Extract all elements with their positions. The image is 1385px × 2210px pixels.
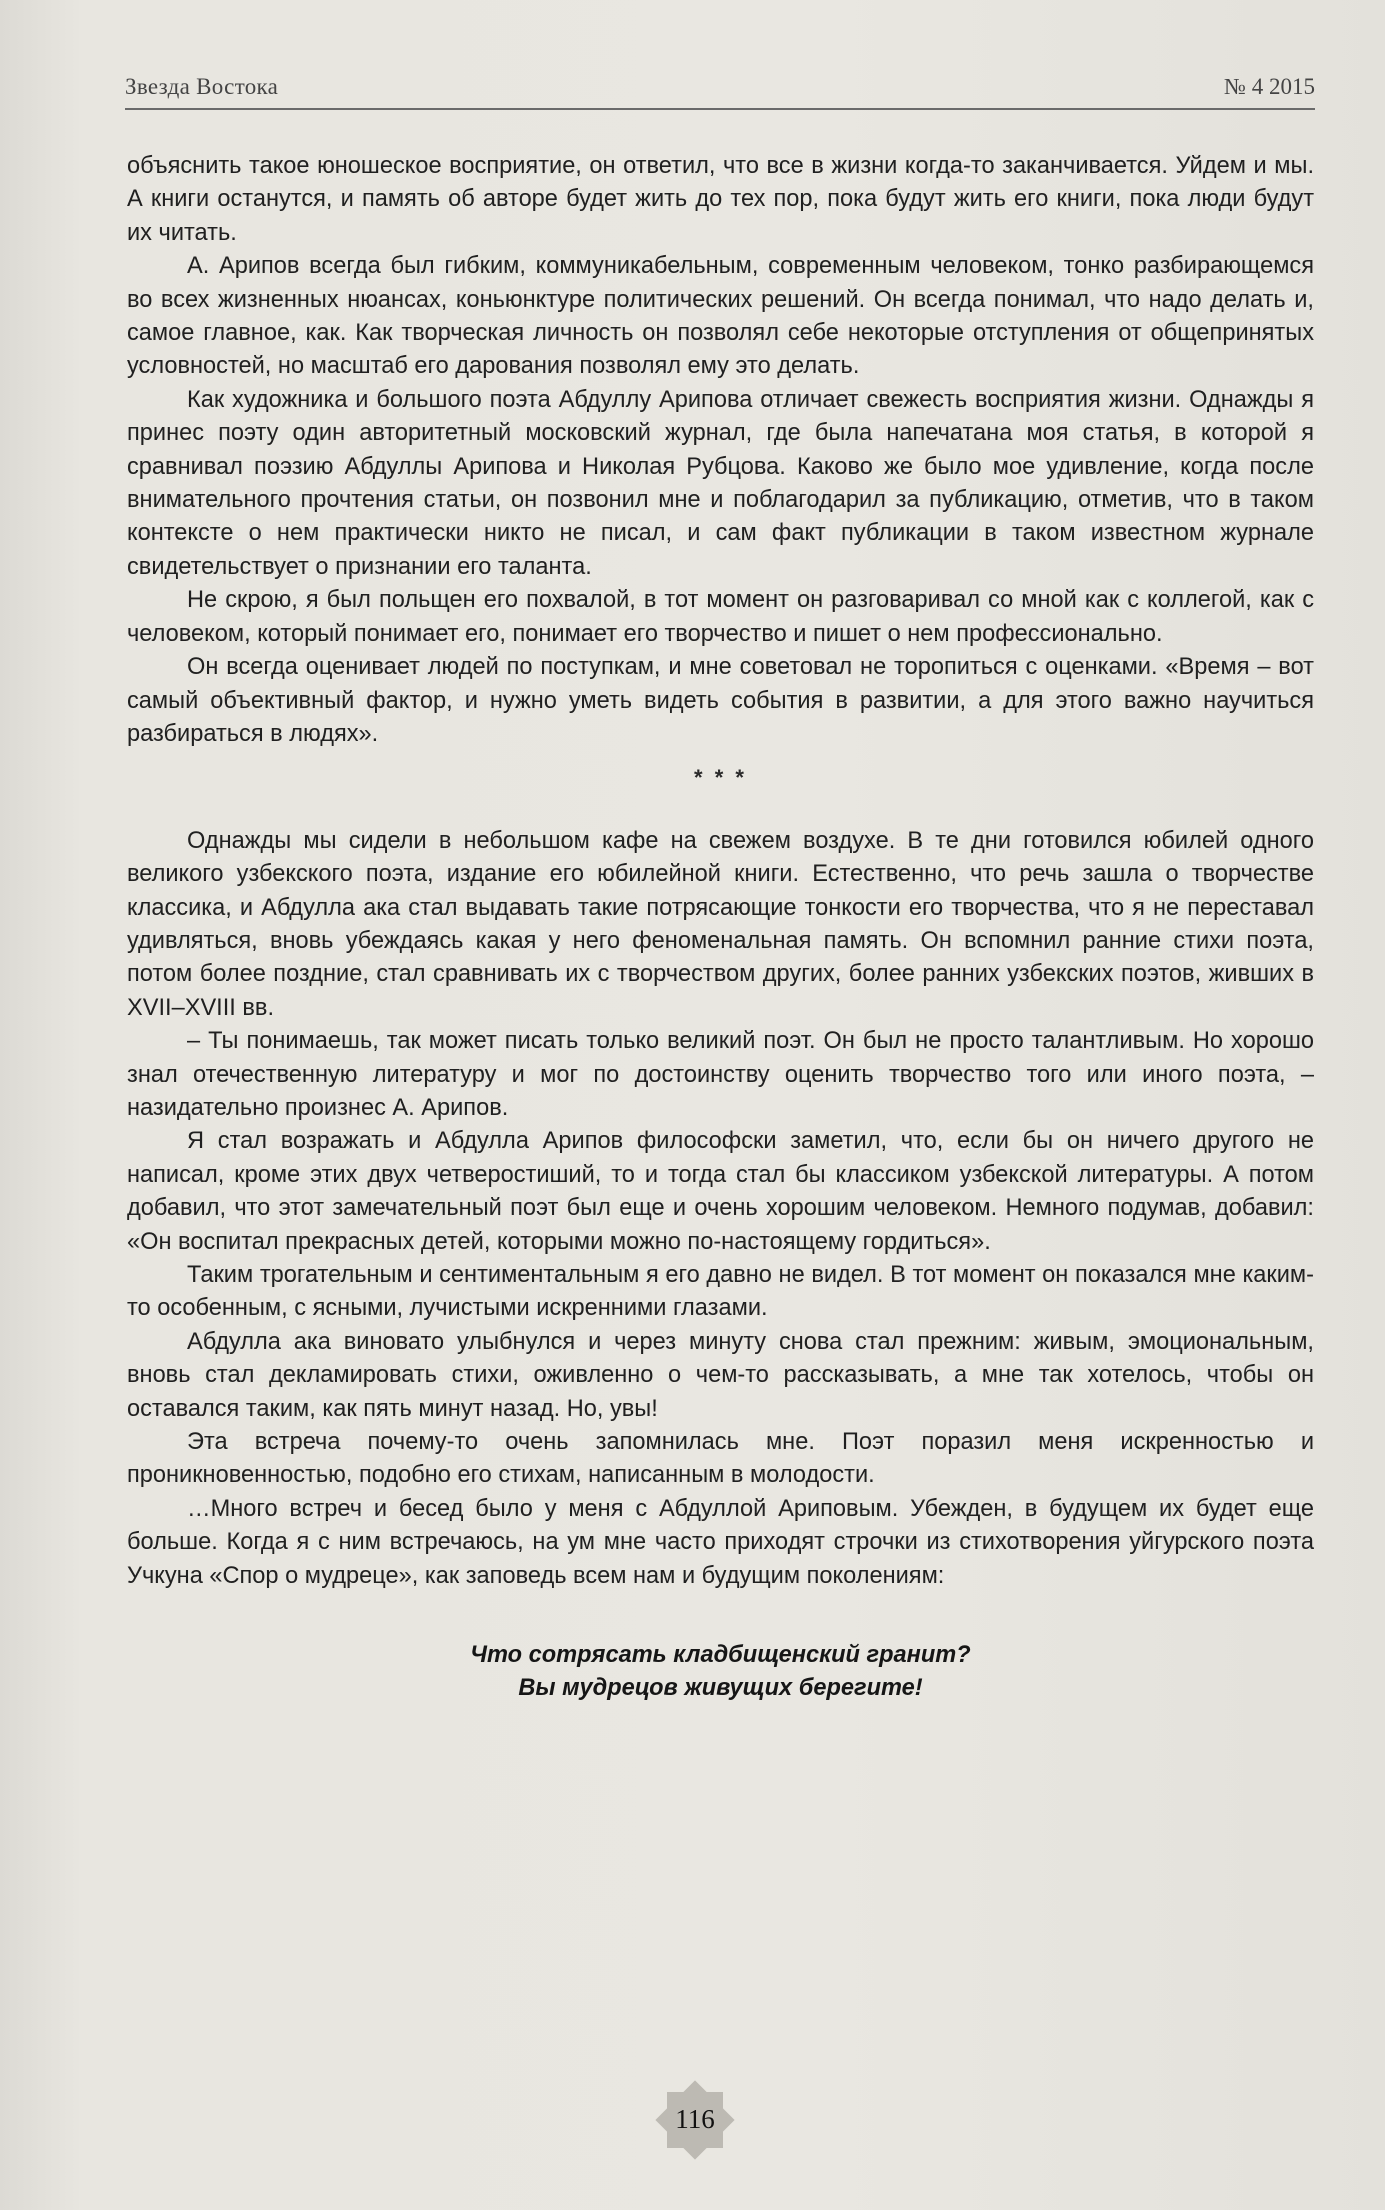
paragraph: …Много встреч и бесед было у меня с Абдуллой Ариповым. Убежден, в будущем их будет еще больше. Когда я с ним встречаюсь, на ум мне часто приходят строчки из стихотворения уйгурского поэта Учкуна «Спор о мудреце», как заповедь всем нам и будущим поколениям: [127, 1495, 1314, 1589]
verse-quote [127, 1639, 1314, 1706]
paragraph: Я стал возражать и Абдулла Арипов философски заметил, что, если бы он ничего другого не написал, кроме этих двух четверостиший, то и тогда стал бы классиком узбекской литературы. А потом добавил, что этот замечательный поэт был еще и очень хорошим человеком. Немного подумав, добавил: «Он воспитал прекрасных детей, которыми можно по-настоящему гордиться». [127, 1128, 1314, 1255]
paragraph: Не скрою, я был польщен его похвалой, в тот момент он разговаривал со мной как с коллегой, как с человеком, который понимает его, понимает его творчество и пишет о нем профессионально. [127, 587, 1314, 647]
paragraph: Он всегда оценивает людей по поступкам, и мне советовал не торопиться с оценками. «Время – вот самый объективный фактор, и нужно уметь видеть события в развитии, а для этого важно научиться разбираться в людях». [127, 654, 1314, 747]
verse-line: Вы мудрецов живущих берегите! [518, 1675, 923, 1702]
verse-line: Что сотрясать кладбищенский гранит? [470, 1642, 971, 1669]
running-header [125, 72, 1315, 112]
paragraph: – Ты понимаешь, так может писать только великий поэт. Он был не просто талантливым. Но хорошо знал отечественную литературу и мог по достоинству оценить творчество того или иного поэта, – назидательно произнес А. Арипов. [127, 1028, 1314, 1121]
paragraph: А. Арипов всегда был гибким, коммуникабельным, современным человеком, тонко разбирающемся во всех жизненных нюансах, коньюнктуре политических решений. Он всегда понимал, что надо делать и, самое главное, как. Как творческая личность он позволял себе некоторые отступления от общепринятых условностей, но масштаб его дарования позволял ему это делать. [127, 253, 1314, 380]
paragraph: Абдулла ака виновато улыбнулся и через минуту снова стал прежним: живым, эмоциональным, вновь стал декламировать стихи, оживленно о чем-то рассказывать, а мне так хотелось, чтобы он оставался таким, как пять минут назад. Но, увы! [127, 1328, 1314, 1422]
page-number-badge [655, 2080, 735, 2160]
paragraph: Эта встреча почему-то очень запомнилась мне. Поэт поразил меня искренностью и проникновенностью, подобно его стихам, написанным в молодости. [127, 1429, 1314, 1489]
page-number: 116 [675, 2104, 715, 2134]
paragraph: Однажды мы сидели в небольшом кафе на свежем воздухе. В те дни готовился юбилей одного великого узбекского поэта, издание его юбилейной книги. Естественно, что речь зашла о творчестве классика, и Абдулла ака стал выдавать такие потрясающие тонкости его творчества, что я не переставал удивляться, вновь убеждаясь какая у него феноменальная память. Он вспомнил ранние стихи поэта, потом более поздние, стал сравнивать их с творчеством других, более ранних узбекских поэтов, живших в XVII–XVIII вв. [127, 827, 1314, 1021]
header-rule [125, 108, 1315, 110]
paragraph: Таким трогательным и сентиментальным я его давно не видел. В тот момент он показался мне каким-то особенным, с ясными, лучистыми искренними глазами. [127, 1262, 1314, 1322]
journal-title: Звезда Востока [125, 74, 279, 99]
paragraph: объяснить такое юношеское восприятие, он ответил, что все в жизни когда-то заканчивается. Уйдем и мы. А книги останутся, и память об авторе будет жить до тех пор, пока будут жить его книги, пока люди будут их читать. [127, 153, 1314, 246]
article-body [127, 150, 1314, 1706]
section-separator: * * * [694, 765, 747, 791]
issue-number: № 4 2015 [1224, 74, 1315, 99]
paragraph: Как художника и большого поэта Абдуллу Арипова отличает свежесть восприятия жизни. Однажды я принес поэту один авторитетный московский журнал, где была напечатана моя статья, в которой я сравнивал поэзию Абдуллы Арипова и Николая Рубцова. Каково же было мое удивление, когда после внимательного прочтения статьи, он позвонил мне и поблагодарил за публикацию, отметив, что в таком контексте о нем практически никто не писал, и сам факт публикации в таком известном журнале свидетельствует о признании его таланта. [127, 386, 1314, 580]
